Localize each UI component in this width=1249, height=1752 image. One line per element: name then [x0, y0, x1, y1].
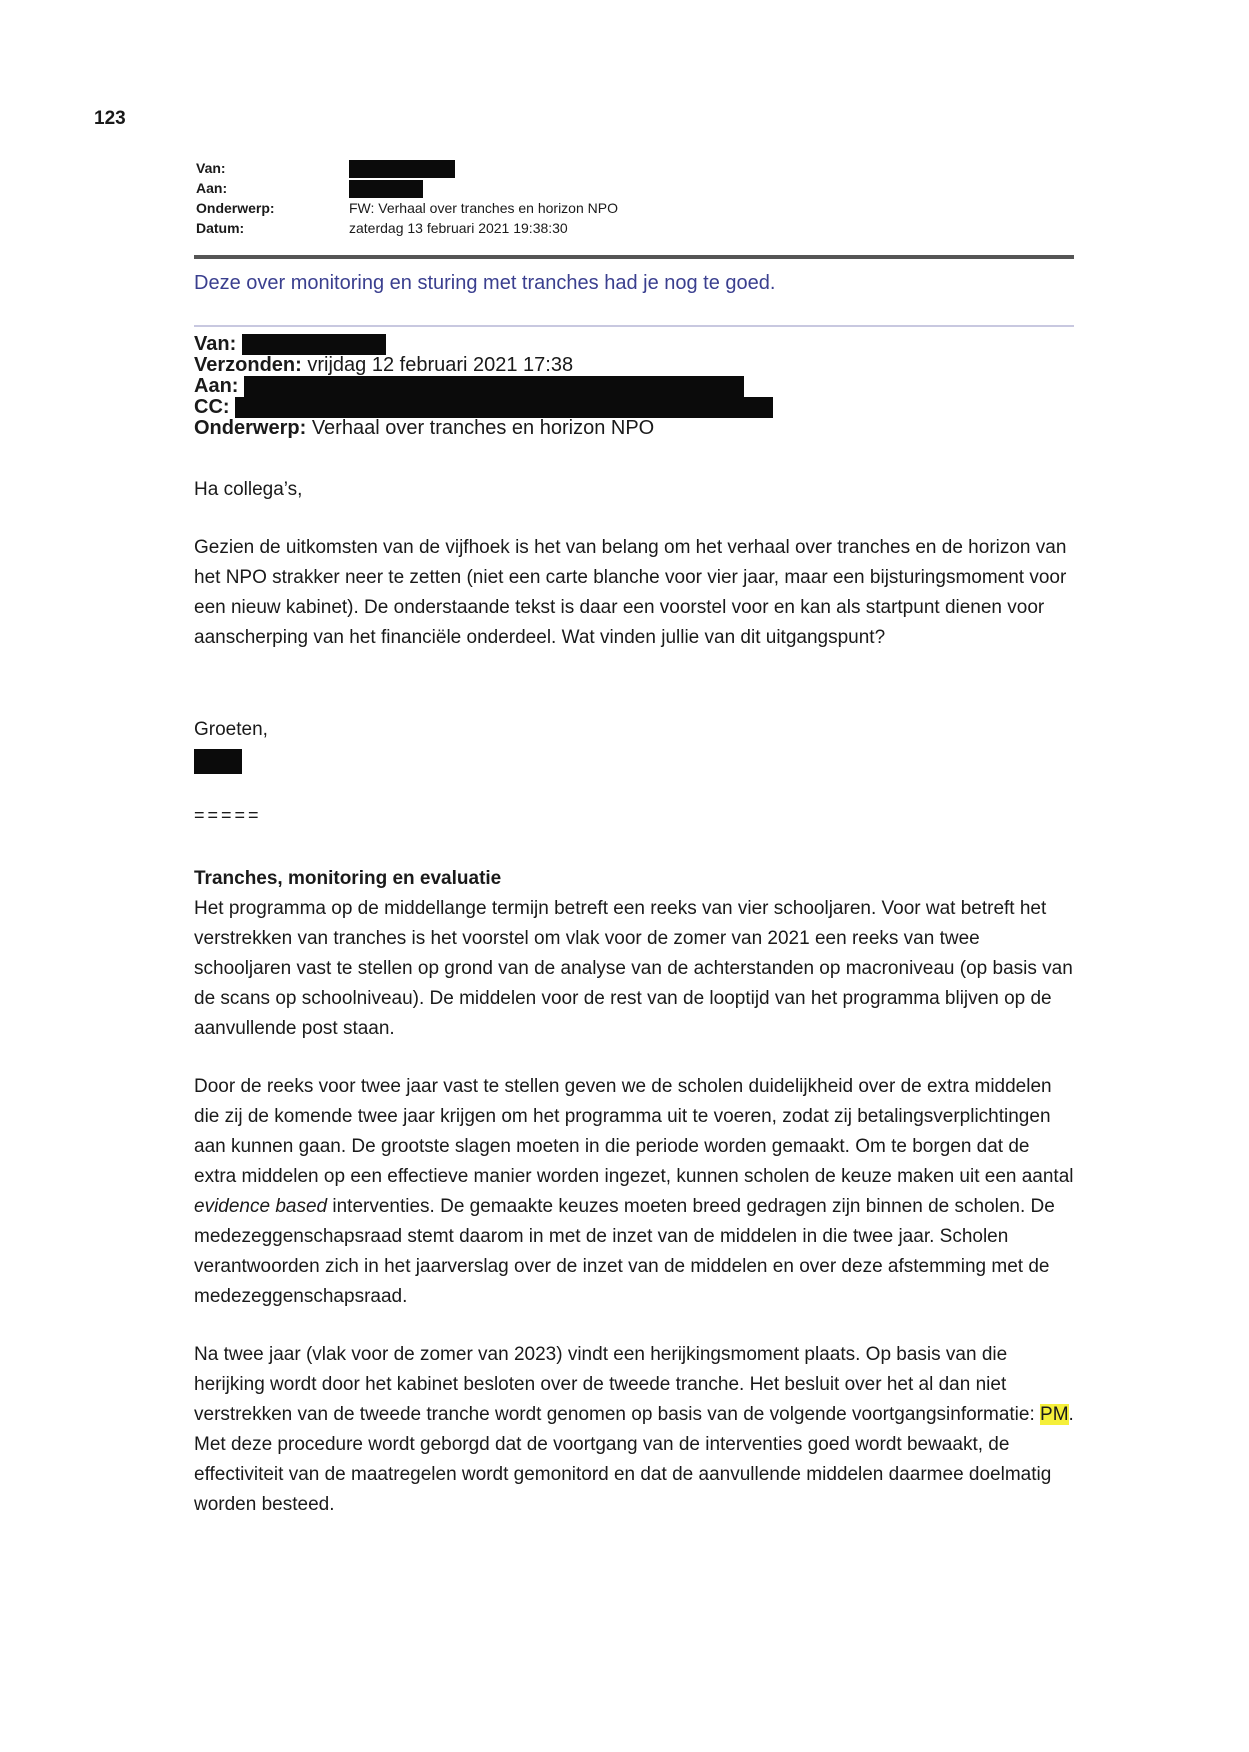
- fwd-sent-value: vrijdag 12 februari 2021 17:38: [307, 354, 574, 376]
- body-paragraph-4: [194, 1340, 1074, 1520]
- paragraph-3-part-1: Door de reeks voor twee jaar vast te stellen geven we de scholen duidelijkheid over de extra middelen die zij de komende twee jaar krijgen om het programma uit te voeren, zodat zij betalingsverplichtingen aan kunnen gaan. De grootste slagen moeten in die periode worden gemaakt. Om te borgen dat de extra middelen op een effectieve manier worden ingezet, kunnen scholen de keuze maken uit een aantal: [194, 1076, 1074, 1187]
- proposal-section: [194, 864, 1074, 1044]
- fwd-subject-value: Verhaal over tranches en horizon NPO: [311, 417, 655, 439]
- fwd-subject-row: [194, 418, 773, 439]
- fwd-subject-label: Onderwerp:: [194, 417, 307, 439]
- separator: =====: [194, 805, 262, 825]
- fwd-from-row: [194, 334, 773, 355]
- paragraph-1-text: Gezien de uitkomsten van de vijfhoek is het van belang om het verhaal over tranches en de horizon van het NPO strakker neer te zetten (niet een carte blanche voor vier jaar, maar een bijsturingsmoment voor een nieuw kabinet). De onderstaande tekst is daar een voorstel voor en kan als startpunt dienen voor aanscherping van het financiële onderdeel. Wat vinden jullie van dit uitgangspunt?: [194, 537, 1067, 648]
- intro-message: Deze over monitoring en sturing met tranches had je nog te goed.: [194, 272, 776, 294]
- from-label: Van:: [196, 160, 226, 176]
- paragraph-3-part-2: interventies. De gemaakte keuzes moeten breed gedragen zijn binnen de scholen. De medezeggenschapsraad stemt daarom in met de inzet van de middelen in die twee jaar. Scholen verantwoorden zich in het jaarverslag over de inzet van de middelen en over deze afstemming met de medezeggenschapsraad.: [194, 1196, 1055, 1307]
- subject-label: Onderwerp:: [196, 200, 275, 216]
- greeting-text: Ha collega’s,: [194, 479, 303, 500]
- body-paragraph-1: [194, 533, 1074, 653]
- date-label: Datum:: [196, 220, 245, 236]
- redacted-signature: [194, 749, 242, 774]
- to-value: [349, 180, 423, 201]
- to-label: Aan:: [196, 180, 228, 196]
- fwd-cc-label: CC:: [194, 396, 230, 418]
- fwd-to-row: [194, 376, 773, 397]
- greeting: [194, 475, 1074, 505]
- body-paragraph-3: [194, 1072, 1074, 1312]
- fwd-cc-row: [194, 397, 773, 418]
- evidence-based-emphasis: evidence based: [194, 1196, 328, 1217]
- date-value: zaterdag 13 februari 2021 19:38:30: [349, 220, 568, 236]
- redacted-sender: [349, 160, 455, 178]
- closing: [194, 715, 1074, 745]
- subject-value: FW: Verhaal over tranches en horizon NPO: [349, 200, 618, 216]
- from-value: [349, 160, 455, 181]
- fwd-from-label: Van:: [194, 333, 237, 355]
- paragraph-4-part-1: Na twee jaar (vlak voor de zomer van 2023) vindt een herijkingsmoment plaats. Op basis van die herijking wordt door het kabinet besloten over de tweede tranche. Het besluit over het al dan niet verstrekken van de tweede tranche wordt genomen op basis van de volgende voortgangsinformatie:: [194, 1344, 1041, 1425]
- closing-text: Groeten,: [194, 719, 268, 740]
- redacted-fwd-sender: [242, 334, 386, 355]
- paragraph-3-text: [194, 1072, 1074, 1312]
- redacted-recipient: [349, 180, 423, 198]
- header-divider: [194, 255, 1074, 259]
- fwd-sent-label: Verzonden:: [194, 354, 302, 376]
- paragraph-2-text: Het programma op de middellange termijn betreft een reeks van vier schooljaren. Voor wat betreft het verstrekken van tranches is het voorstel om vlak voor de zomer van 2021 een reeks van twee schooljaren vast te stellen op grond van de analyse van de achterstanden op macroniveau (op basis van de scans op schoolniveau). De middelen voor de rest van de looptijd van het programma blijven op de aanvullende post staan.: [194, 898, 1073, 1039]
- forwarded-header: [194, 334, 773, 439]
- redacted-fwd-cc: [235, 397, 773, 418]
- redacted-fwd-recipients: [244, 376, 744, 397]
- pm-highlight: PM: [1040, 1404, 1069, 1425]
- paragraph-4-part-2: . Met deze procedure wordt geborgd dat de voortgang van de interventies goed wordt bewaakt, de effectiviteit van de maatregelen wordt gemonitord en dat de aanvullende middelen daarmee doelmatig worden besteed.: [194, 1404, 1074, 1515]
- page-number: 123: [94, 108, 126, 129]
- forward-divider: [194, 325, 1074, 327]
- fwd-sent-row: [194, 355, 773, 376]
- paragraph-4-text: [194, 1340, 1074, 1520]
- fwd-to-label: Aan:: [194, 375, 239, 397]
- section-title: Tranches, monitoring en evaluatie: [194, 868, 502, 889]
